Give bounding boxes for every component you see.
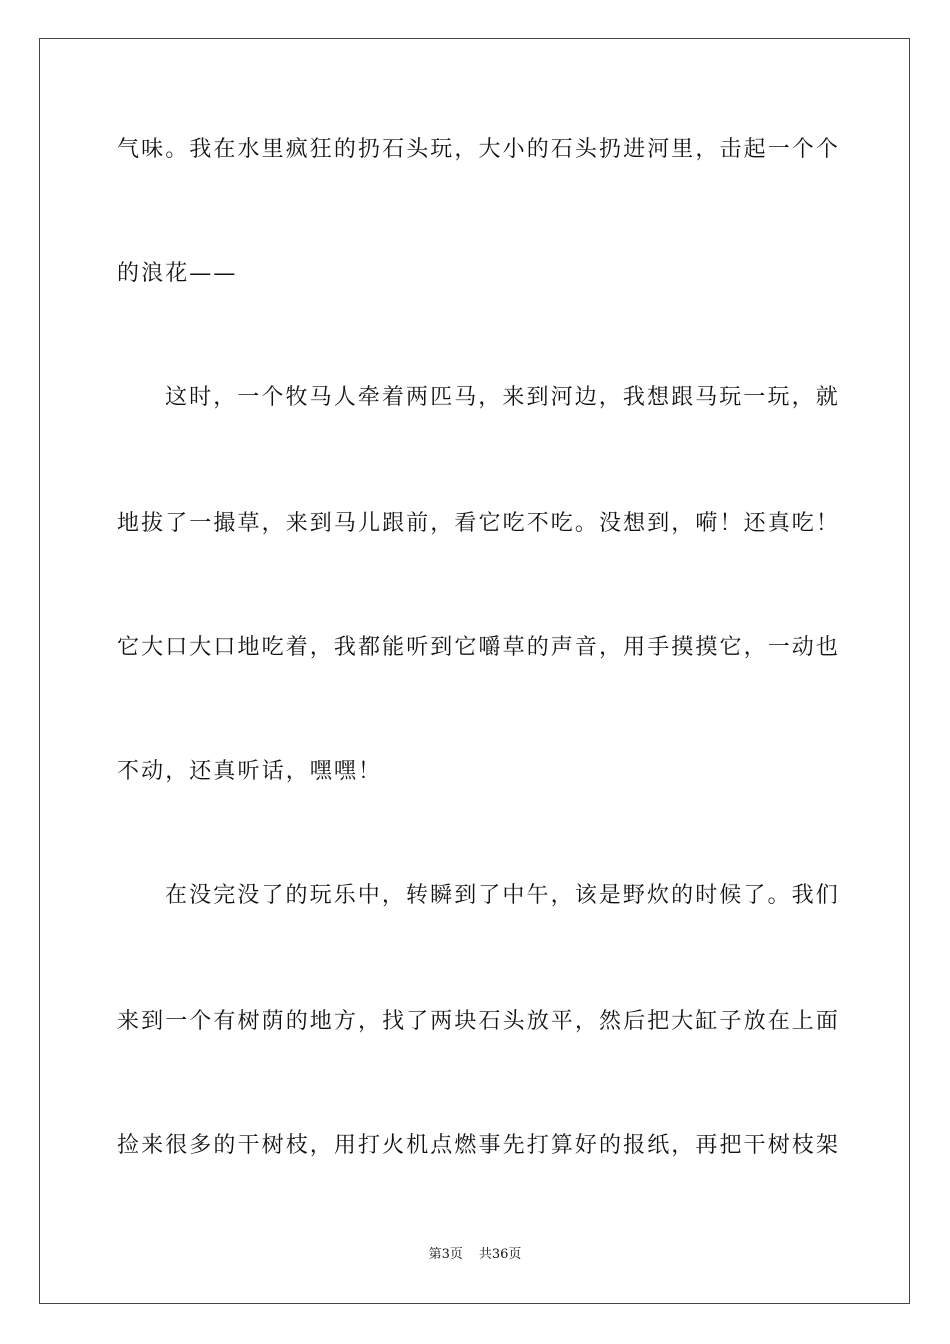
text-line: 的浪花—— bbox=[117, 261, 238, 286]
page-number: 第3页 bbox=[428, 1247, 463, 1262]
text-line: 来到一个有树荫的地方，找了两块石头放平，然后把大缸子放在上面 bbox=[117, 1009, 841, 1034]
page-border bbox=[39, 38, 910, 1304]
paragraph-start-line: 在没完没了的玩乐中，转瞬到了中午，该是野炊的时候了。我们 bbox=[165, 883, 840, 908]
page-footer bbox=[0, 1246, 950, 1264]
text-line: 捡来很多的干树枝，用打火机点燃事先打算好的报纸，再把干树枝架 bbox=[117, 1133, 841, 1158]
text-line: 它大口大口地吃着，我都能听到它嚼草的声音，用手摸摸它，一动也 bbox=[117, 635, 841, 660]
paragraph-start-line: 这时，一个牧马人牵着两匹马，来到河边，我想跟马玩一玩，就 bbox=[165, 385, 840, 410]
text-line: 地拔了一撮草，来到马儿跟前，看它吃不吃。没想到，嗬！还真吃！ bbox=[117, 511, 841, 536]
text-line: 气味。我在水里疯狂的扔石头玩，大小的石头扔进河里，击起一个个 bbox=[117, 137, 841, 162]
text-line: 不动，还真听话，嘿嘿！ bbox=[117, 759, 383, 784]
total-pages: 共36页 bbox=[478, 1247, 522, 1262]
